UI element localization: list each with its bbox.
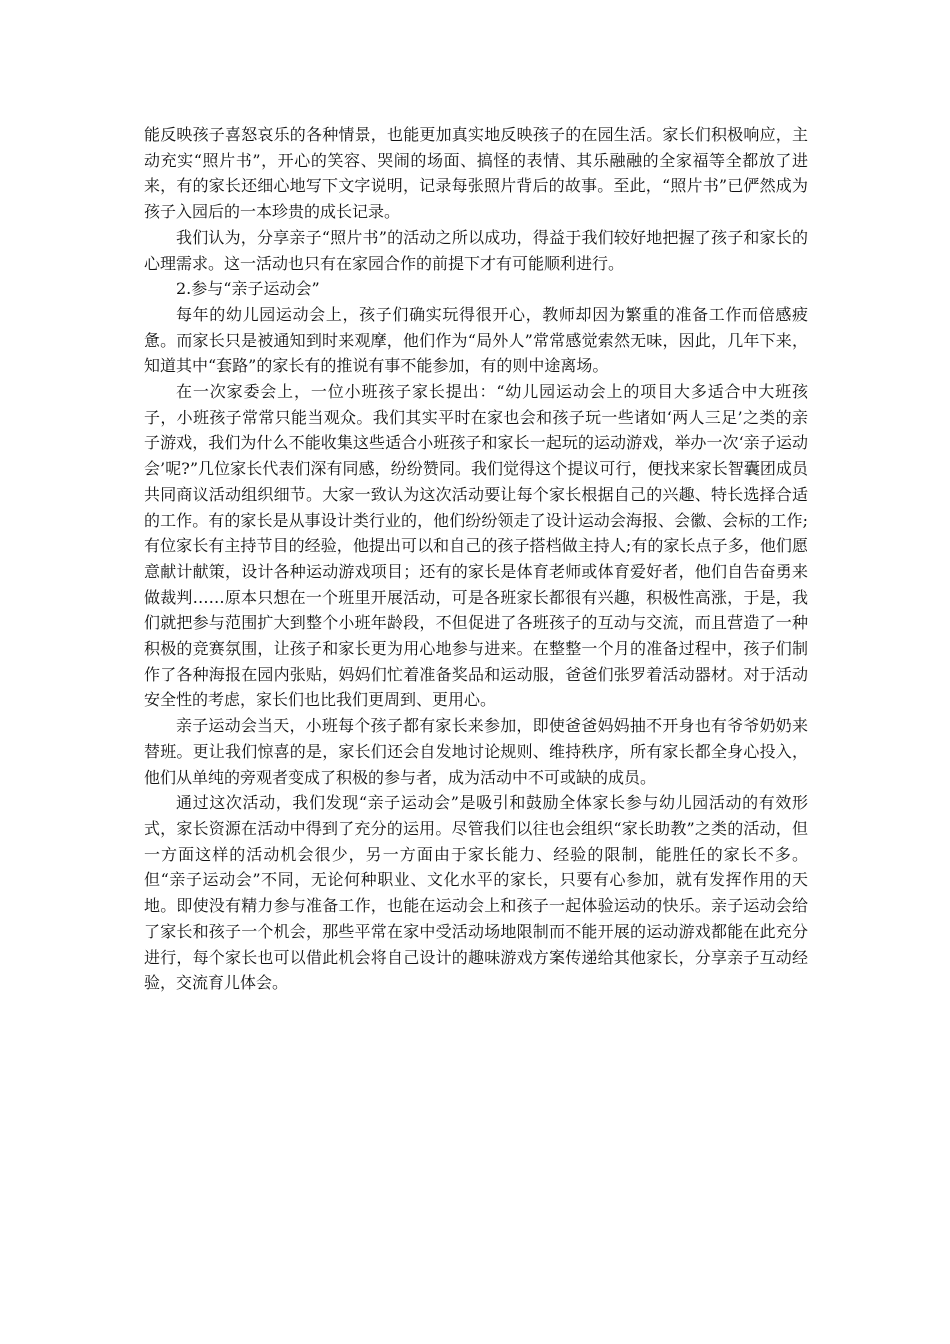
paragraph: 每年的幼儿园运动会上，孩子们确实玩得很开心，教师却因为繁重的准备工作而倍感疲惫。而家长只是被通知到时来观摩，他们作为“局外人”常常感觉索然无味，因此，几年下来，知道其中“套路”的家长有的推说有事不能参加，有的则中途离场。	[144, 304, 808, 376]
paragraph: 亲子运动会当天，小班每个孩子都有家长来参加，即使爸爸妈妈抽不开身也有爷爷奶奶来替班。更让我们惊喜的是，家长们还会自发地讨论规则、维持秩序，所有家长都全身心投入，他们从单纯的旁观者变成了积极的参与者，成为活动中不可或缺的成员。	[144, 716, 808, 787]
paragraph: 通过这次活动，我们发现“亲子运动会”是吸引和鼓励全体家长参与幼儿园活动的有效形式，家长资源在活动中得到了充分的运用。尽管我们以往也会组织“家长助教”之类的活动，但一方面这样的活动机会很少，另一方面由于家长能力、经验的限制，能胜任的家长不多。但“亲子运动会”不同，无论何种职业、文化水平的家长，只要有心参加，就有发挥作用的天地。即使没有精力参与准备工作，也能在运动会上和孩子一起体验运动的快乐。亲子运动会给了家长和孩子一个机会，那些平常在家中受活动场地限制而不能开展的运动游戏都能在此充分进行，每个家长也可以借此机会将自己设计的趣味游戏方案传递给其他家长，分享亲子互动经验，交流育儿体会。	[144, 793, 808, 993]
section-heading: 2.参与“亲子运动会”	[176, 279, 320, 299]
paragraph: 我们认为，分享亲子“照片书”的活动之所以成功，得益于我们较好地把握了孩子和家长的心理需求。这一活动也只有在家园合作的前提下才有可能顺利进行。	[144, 227, 808, 273]
document-body	[144, 122, 808, 996]
paragraph-continuation: 能反映孩子喜怒哀乐的各种情景，也能更加真实地反映孩子的在园生活。家长们积极响应，主动充实“照片书”，开心的笑容、哭闹的场面、搞怪的表情、其乐融融的全家福等全都放了进来，有的家长还细心地写下文字说明，记录每张照片背后的故事。至此，“照片书”已俨然成为孩子入园后的一本珍贵的成长记录。	[144, 125, 808, 222]
paragraph: 在一次家委会上，一位小班孩子家长提出：“幼儿园运动会上的项目大多适合中大班孩子，小班孩子常常只能当观众。我们其实平时在家也会和孩子玩一些诸如‘两人三足’之类的亲子游戏，我们为什么不能收集这些适合小班孩子和家长一起玩的运动游戏，举办一次‘亲子运动会’呢?”几位家长代表们深有同感，纷纷赞同。我们觉得这个提议可行，便找来家长智囊团成员共同商议活动组织细节。大家一致认为这次活动要让每个家长根据自己的兴趣、特长选择合适的工作。有的家长是从事设计类行业的，他们纷纷领走了设计运动会海报、会徽、会标的工作;有位家长有主持节目的经验，他提出可以和自己的孩子搭档做主持人;有的家长点子多，他们愿意献计献策，设计各种运动游戏项目；还有的家长是体育老师或体育爱好者，他们自告奋勇来做裁判……原本只想在一个班里开展活动，可是各班家长都很有兴趣，积极性高涨，于是，我们就把参与范围扩大到整个小班年龄段，不但促进了各班孩子的互动与交流，而且营造了一种积极的竞赛氛围，让孩子和家长更为用心地参与进来。在整整一个月的准备过程中，孩子们制作了各种海报在园内张贴，妈妈们忙着准备奖品和运动服，爸爸们张罗着活动器材。对于活动安全性的考虑，家长们也比我们更周到、更用心。	[144, 382, 808, 710]
